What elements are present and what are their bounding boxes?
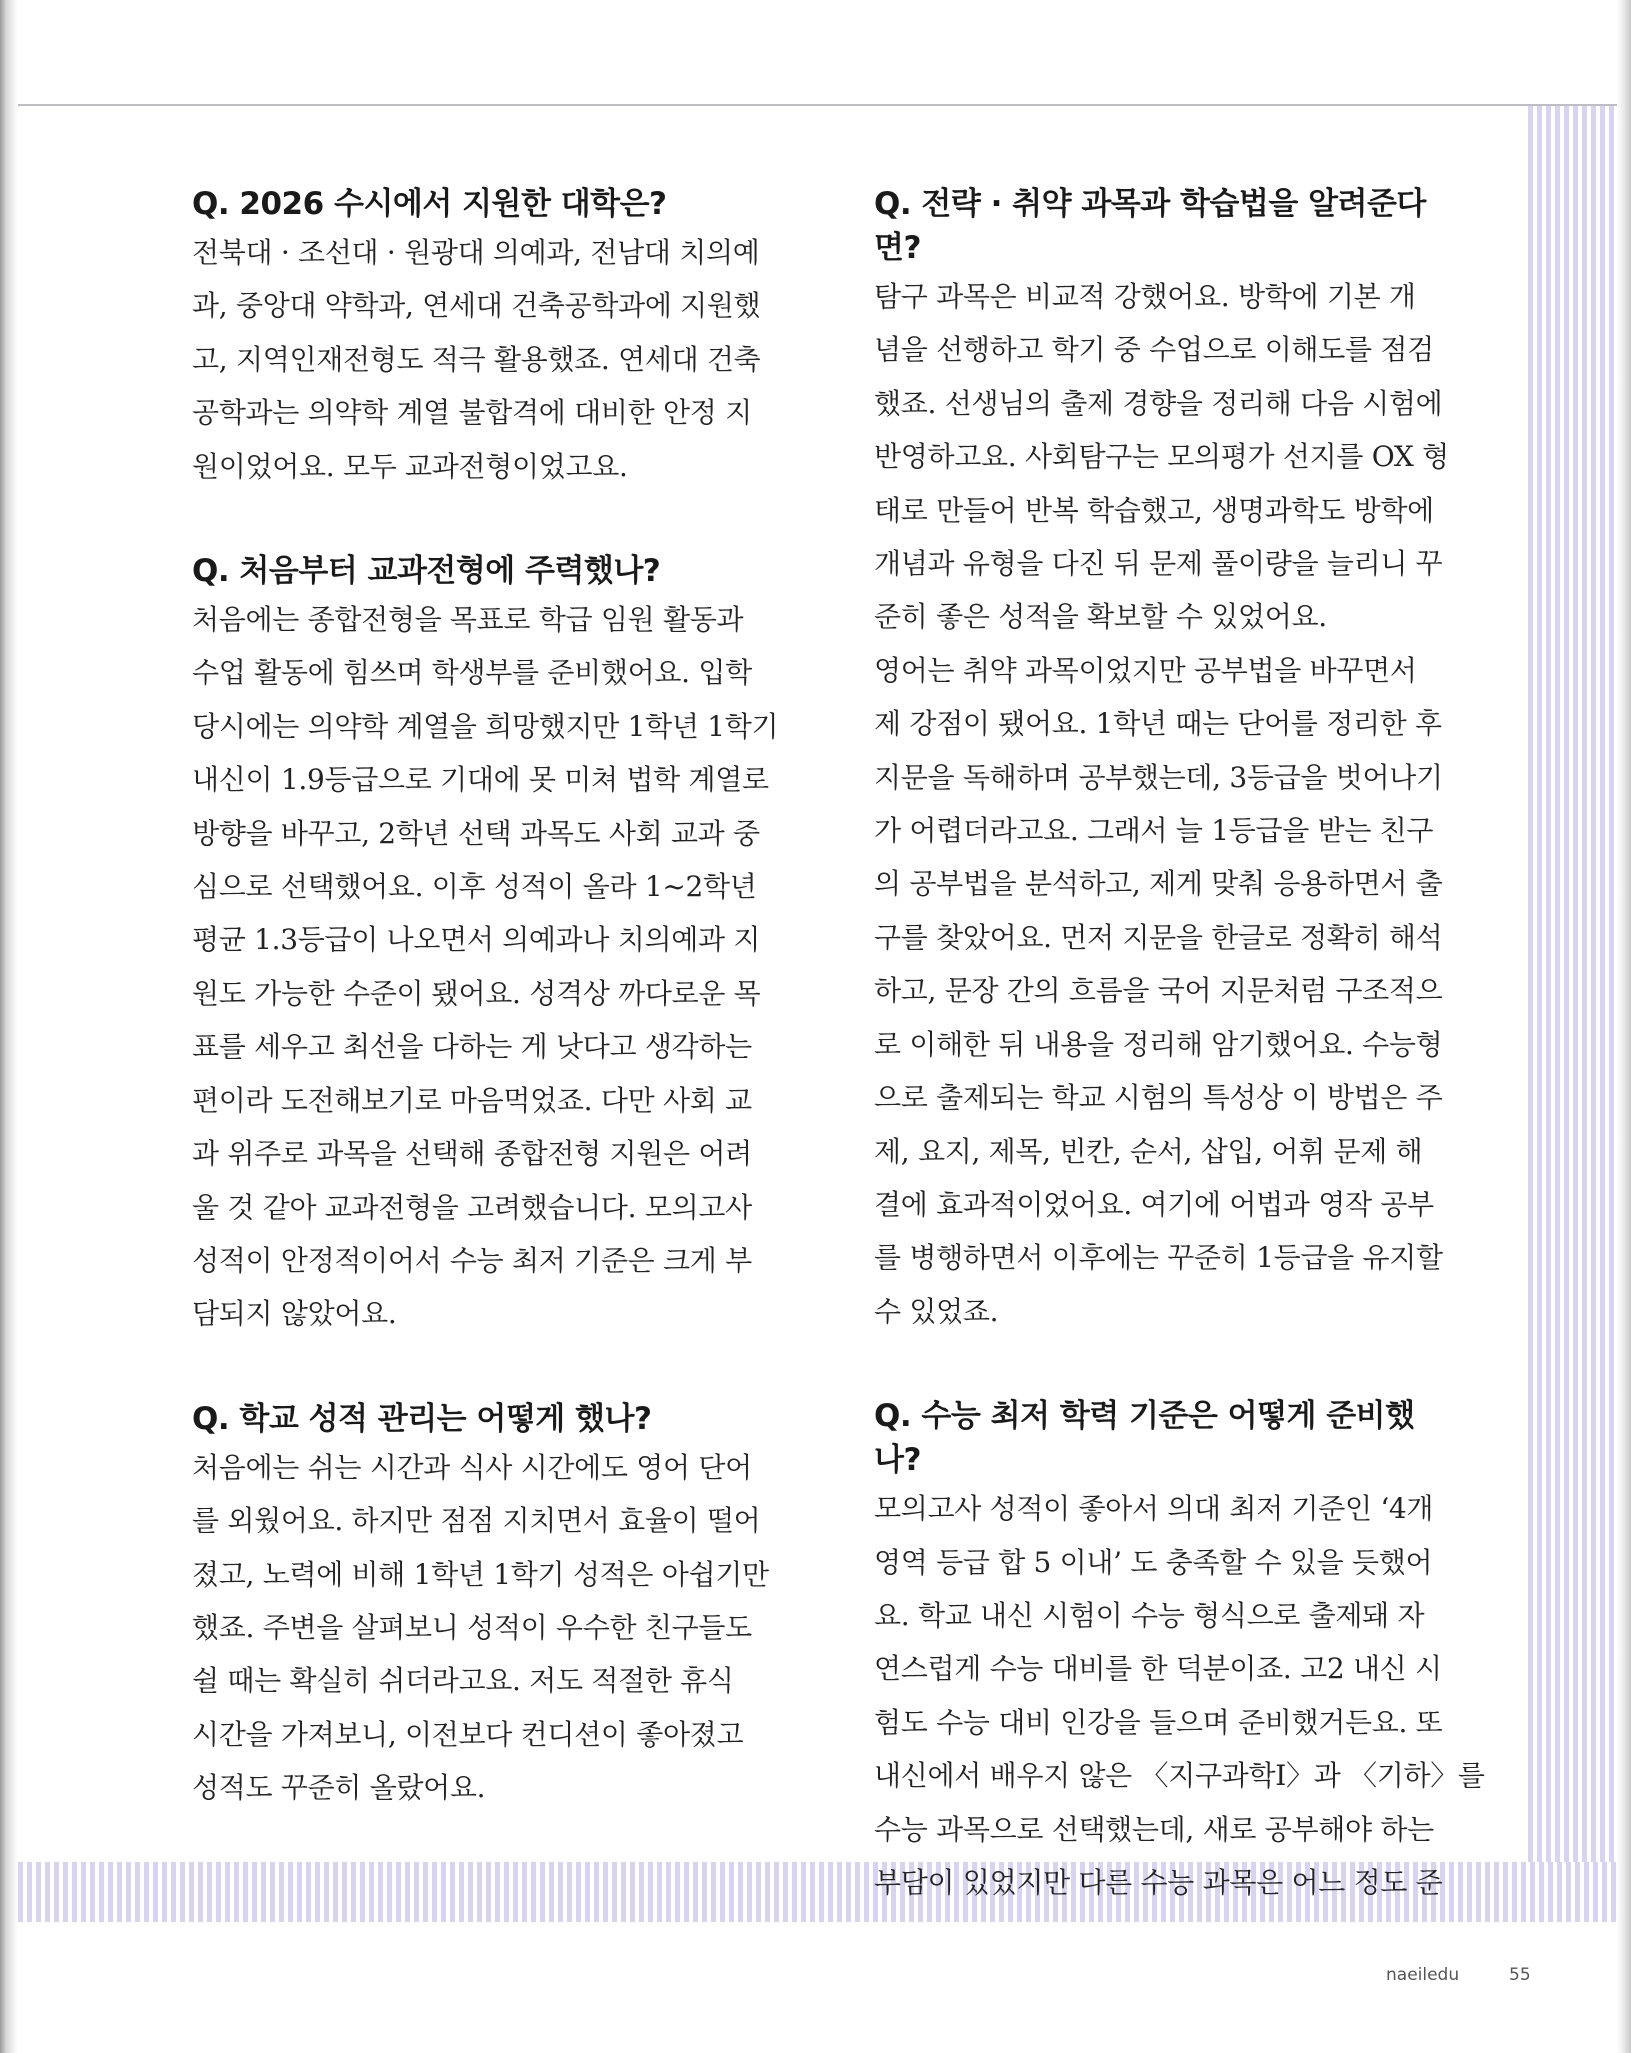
answer-line: 요. 학교 내신 시험이 수능 형식으로 출제돼 자 (874, 1598, 1425, 1632)
answer-line: 준히 좋은 성적을 확보할 수 있었어요. (874, 600, 1327, 634)
answer-line: 성적도 꾸준히 올랐어요. (192, 1771, 486, 1805)
page-number: 55 (1509, 1965, 1531, 1985)
answer-line: 제, 요지, 제목, 빈칸, 순서, 삽입, 어휘 문제 해 (874, 1134, 1423, 1168)
answer-line: 고, 지역인재전형도 적극 활용했죠. 연세대 건축 (192, 342, 761, 376)
answer-line: 으로 출제되는 학교 시험의 특성상 이 방법은 주 (874, 1081, 1443, 1115)
answer-line: 탐구 과목은 비교적 강했어요. 방학에 기본 개 (874, 280, 1416, 313)
question-heading: Q. 전략 · 취약 과목과 학습법을 알려준다면? (874, 186, 1426, 266)
page-spine-shadow (0, 0, 18, 2053)
answer-line: 졌고, 노력에 비해 1학년 1학기 성적은 아쉽기만 (192, 1557, 769, 1591)
answer-line: 과 위주로 과목을 선택해 종합전형 지원은 어려 (192, 1137, 752, 1171)
answer-line: 내신이 1.9등급으로 기대에 못 미쳐 법학 계열로 (192, 763, 769, 797)
footer-brand: naeiledu (1386, 1965, 1460, 1985)
answer-line: 편이라 도전해보기로 마음먹었죠. 다만 사회 교 (192, 1083, 752, 1117)
answer-line: 영역 등급 합 5 이내’ 도 충족할 수 있을 듯했어 (874, 1545, 1433, 1579)
answer-line: 쉴 때는 확실히 쉬더라고요. 저도 적절한 휴식 (192, 1664, 734, 1698)
answer-line: 성적이 안정적이어서 수능 최저 기준은 크게 부 (192, 1243, 752, 1277)
answer-line: 표를 세우고 최선을 다하는 게 낫다고 생각하는 (192, 1030, 752, 1064)
answer-line: 평균 1.3등급이 나오면서 의예과나 치의예과 지 (192, 923, 761, 957)
question-heading: Q. 수능 최저 학력 기준은 어떻게 준비했나? (874, 1398, 1415, 1479)
question-heading: Q. 2026 수시에서 지원한 대학은? (192, 186, 667, 222)
section-gap (192, 493, 762, 549)
answer-line: 방향을 바꾸고, 2학년 선택 과목도 사회 교과 중 (192, 816, 760, 850)
answer-line: 모의고사 성적이 좋아서 의대 최저 기준인 ‘4개 (874, 1492, 1434, 1526)
right-column (874, 182, 1485, 1909)
answer-line: 당시에는 의약학 계열을 희망했지만 1학년 1학기 (192, 709, 779, 743)
decorative-stripe-right (1528, 105, 1631, 1872)
answer-line: 영어는 취약 과목이었지만 공부법을 바꾸면서 (874, 653, 1417, 687)
answer-line: 시간을 가져보니, 이전보다 컨디션이 좋아졌고 (192, 1717, 744, 1751)
top-divider (18, 104, 1617, 106)
answer-line: 수업 활동에 힘쓰며 학생부를 준비했어요. 입학 (192, 656, 752, 690)
answer-line: 과, 중앙대 약학과, 연세대 건축공학과에 지원했 (192, 289, 761, 323)
answer-line: 전북대 · 조선대 · 원광대 의예과, 전남대 치의예 (192, 236, 760, 269)
answer-line: 수능 과목으로 선택했는데, 새로 공부해야 하는 (874, 1812, 1434, 1846)
answer-line: 념을 선행하고 학기 중 수업으로 이해도를 점검 (874, 333, 1434, 367)
answer-line: 로 이해한 뒤 내용을 정리해 암기했어요. 수능형 (874, 1027, 1443, 1061)
section-gap (192, 1341, 762, 1397)
answer-line: 험도 수능 대비 인강을 들으며 준비했거든요. 또 (874, 1705, 1443, 1739)
answer-line: 를 외웠어요. 하지만 점점 지치면서 효율이 떨어 (192, 1504, 761, 1538)
question-heading: Q. 학교 성적 관리는 어떻게 했나? (192, 1400, 652, 1437)
answer-line: 결에 효과적이었어요. 여기에 어법과 영작 공부 (874, 1187, 1434, 1221)
answer-line: 수 있었죠. (874, 1294, 999, 1328)
answer-line: 울 것 같아 교과전형을 고려했습니다. 모의고사 (192, 1190, 752, 1224)
answer-line: 의 공부법을 분석하고, 제게 맞춰 응용하면서 출 (874, 867, 1443, 901)
answer-line: 처음에는 종합전형을 목표로 학급 임원 활동과 (192, 603, 744, 637)
answer-line: 연스럽게 수능 대비를 한 덕분이죠. 고2 내신 시 (874, 1652, 1442, 1686)
left-column (192, 182, 779, 1815)
answer-line: 내신에서 배우지 않은 〈지구과학Ⅰ〉과 〈기하〉를 (874, 1759, 1485, 1793)
answer-line: 부담이 있었지만 다른 수능 과목은 어느 정도 준 (874, 1865, 1443, 1899)
answer-line: 원이었어요. 모두 교과전형이었고요. (192, 449, 628, 483)
answer-line: 개념과 유형을 다진 뒤 문제 풀이량을 늘리니 꾸 (874, 547, 1443, 581)
answer-line: 했죠. 주변을 살펴보니 성적이 우수한 친구들도 (192, 1610, 752, 1644)
answer-line: 구를 찾았어요. 먼저 지문을 한글로 정확히 해석 (874, 920, 1443, 954)
answer-line: 지문을 독해하며 공부했는데, 3등급을 벗어나기 (874, 760, 1443, 794)
answer-line: 심으로 선택했어요. 이후 성적이 올라 1~2학년 (192, 870, 757, 904)
answer-line: 태로 만들어 반복 학습했고, 생명과학도 방학에 (874, 493, 1434, 527)
section-gap (874, 1338, 1444, 1394)
answer-line: 했죠. 선생님의 출제 경향을 정리해 다음 시험에 (874, 386, 1443, 420)
answer-line: 가 어렵더라고요. 그래서 늘 1등급을 받는 친구 (874, 814, 1434, 848)
answer-line: 를 병행하면서 이후에는 꾸준히 1등급을 유지할 (874, 1241, 1443, 1275)
answer-line: 하고, 문장 간의 흐름을 국어 지문처럼 구조적으 (874, 974, 1443, 1008)
answer-line: 공학과는 의약학 계열 불합격에 대비한 안정 지 (192, 396, 752, 430)
question-heading: Q. 처음부터 교과전형에 주력했나? (192, 553, 661, 590)
answer-line: 제 강점이 됐어요. 1학년 때는 단어를 정리한 후 (874, 707, 1442, 741)
answer-line: 처음에는 쉬는 시간과 식사 시간에도 영어 단어 (192, 1450, 752, 1484)
answer-line: 반영하고요. 사회탐구는 모의평가 선지를 OX 형 (874, 440, 1449, 474)
page-edge (1617, 0, 1631, 2053)
answer-line: 원도 가능한 수준이 됐어요. 성격상 까다로운 목 (192, 976, 761, 1010)
answer-line: 담되지 않았어요. (192, 1297, 397, 1331)
